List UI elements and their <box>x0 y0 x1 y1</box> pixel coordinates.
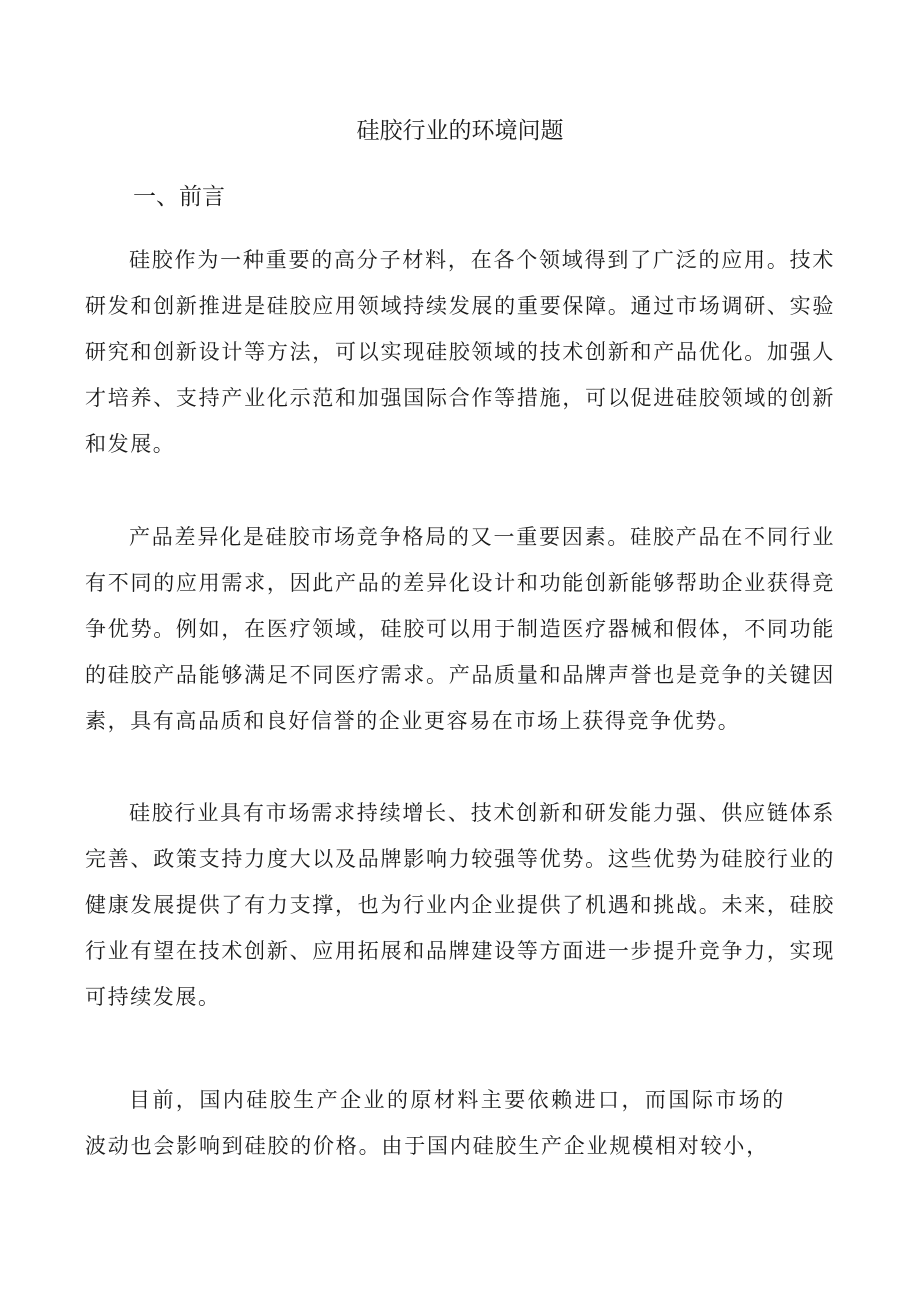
paragraph-4: 目前，国内硅胶生产企业的原材料主要依赖进口，而国际市场的波动也会影响到硅胶的价格。由于国内硅胶生产企业规模相对较小， <box>85 1088 785 1158</box>
paragraph-2: 产品差异化是硅胶市场竞争格局的又一重要因素。硅胶产品在不同行业有不同的应用需求，因此产品的差异化设计和功能创新能够帮助企业获得竞争优势。例如，在医疗领域，硅胶可以用于制造医疗器械和假体，不同功能的硅胶产品能够满足不同医疗需求。产品质量和品牌声誉也是竞争的关键因素，具有高品质和良好信誉的企业更容易在市场上获得竞争优势。 <box>85 525 835 733</box>
section-heading: 一、前言 <box>133 184 225 210</box>
paragraph-1: 硅胶作为一种重要的高分子材料，在各个领域得到了广泛的应用。技术研发和创新推进是硅胶应用领域持续发展的重要保障。通过市场调研、实验研究和创新设计等方法，可以实现硅胶领域的技术创新和产品优化。加强人才培养、支持产业化示范和加强国际合作等措施，可以促进硅胶领域的创新和发展。 <box>85 248 835 456</box>
paragraph-3: 硅胶行业具有市场需求持续增长、技术创新和研发能力强、供应链体系完善、政策支持力度大以及品牌影响力较强等优势。这些优势为硅胶行业的健康发展提供了有力支撑，也为行业内企业提供了机遇和挑战。未来，硅胶行业有望在技术创新、应用拓展和品牌建设等方面进一步提升竞争力，实现可持续发展。 <box>85 801 835 1009</box>
document-title: 硅胶行业的环境问题 <box>356 118 564 144</box>
